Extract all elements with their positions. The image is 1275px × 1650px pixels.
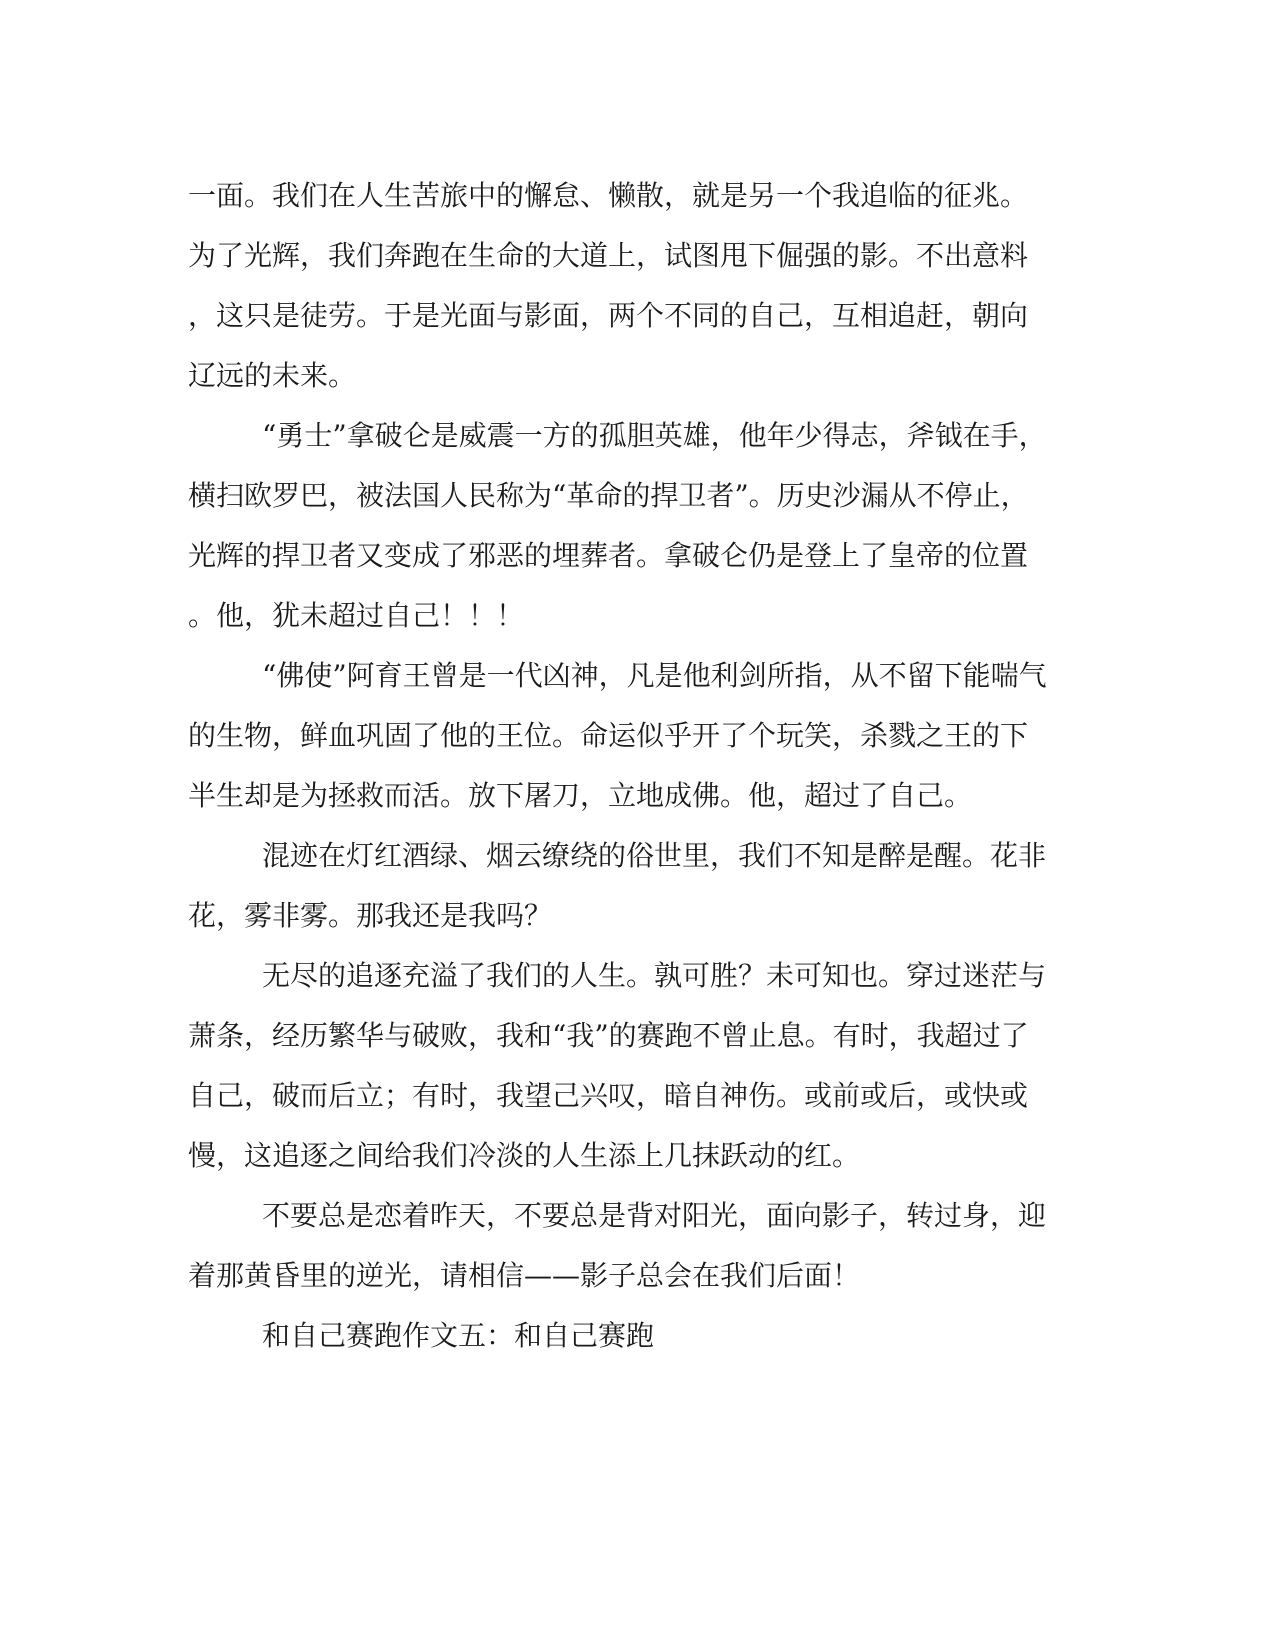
text-line: 萧条，经历繁华与破败，我和“我”的赛跑不曾止息。有时，我超过了 [188, 1019, 1029, 1052]
text-line: “佛使”阿育王曾是一代凶神，凡是他利剑所指，从不留下能喘气 [262, 659, 1047, 692]
text-line: 的生物，鲜血巩固了他的王位。命运似乎开了个玩笑，杀戮之王的下 [188, 719, 1029, 752]
text-line: “勇士”拿破仑是威震一方的孤胆英雄，他年少得志，斧钺在手， [262, 419, 1047, 452]
text-line: 辽远的未来。 [188, 359, 357, 392]
text-line: 。他，犹未超过自己！！！ [188, 599, 525, 632]
text-line: 慢，这追逐之间给我们冷淡的人生添上几抹跃动的红。 [188, 1139, 861, 1172]
text-line: 着那黄昏里的逆光，请相信——影子总会在我们后面！ [188, 1259, 861, 1292]
section-heading: 和自己赛跑作文五：和自己赛跑 [262, 1319, 655, 1352]
text-line: 花，雾非雾。那我还是我吗？ [188, 899, 553, 932]
text-line: 自己，破而后立；有时，我望己兴叹，暗自神伤。或前或后，或快或 [188, 1079, 1029, 1112]
text-line: 横扫欧罗巴，被法国人民称为“革命的捍卫者”。历史沙漏从不停止， [188, 479, 1029, 512]
document-body [188, 166, 1088, 1366]
text-line: 光辉的捍卫者又变成了邪恶的埋葬者。拿破仑仍是登上了皇帝的位置 [188, 539, 1029, 572]
text-line: 一面。我们在人生苦旅中的懈怠、懒散，就是另一个我追临的征兆。 [188, 179, 1029, 212]
text-line: ，这只是徒劳。于是光面与影面，两个不同的自己，互相追赶，朝向 [188, 299, 1029, 332]
text-line: 混迹在灯红酒绿、烟云缭绕的俗世里，我们不知是醉是醒。花非 [262, 839, 1047, 872]
text-line: 不要总是恋着昨天，不要总是背对阳光，面向影子，转过身，迎 [262, 1199, 1047, 1232]
text-line: 半生却是为拯救而活。放下屠刀，立地成佛。他，超过了自己。 [188, 779, 973, 812]
text-line: 无尽的追逐充溢了我们的人生。孰可胜？未可知也。穿过迷茫与 [262, 959, 1047, 992]
text-line: 为了光辉，我们奔跑在生命的大道上，试图甩下倔强的影。不出意料 [188, 239, 1029, 272]
